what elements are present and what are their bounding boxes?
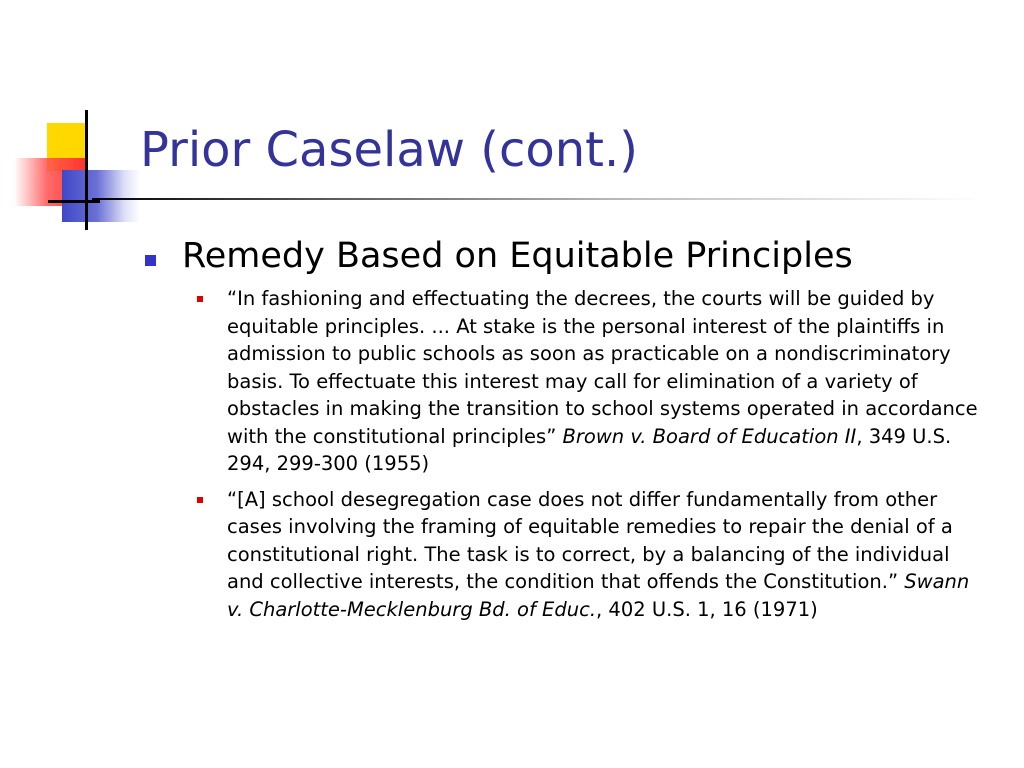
logo-vertical-line bbox=[85, 110, 88, 230]
case-name: Brown v. Board of Education II bbox=[562, 424, 857, 448]
title-underline-rule bbox=[92, 198, 982, 200]
small-square-bullet-icon bbox=[197, 497, 203, 503]
subbullet-quote: “In fashioning and effectuating the decrees, the courts will be guided by equitable principles. ... At stake is the personal interest of the plaintiffs in admission to public schools as soon as practicable on a nondiscriminatory basis. To effectuate this interest may call for elimination of a variety of obstacles in making the transition to school systems operated in accordance with the constitutional principles” bbox=[227, 287, 978, 448]
subbullet-quote: “[A] school desegregation case does not differ fundamentally from other cases involving the framing of equitable remedies to repair the denial of a constitutional right. The task is to correct, by a balancing of the individual and collective interests, the condition that offends the Constitution.” bbox=[227, 487, 953, 593]
slide-body bbox=[145, 228, 995, 623]
logo-blue-square bbox=[62, 170, 140, 222]
small-square-bullet-icon bbox=[197, 296, 203, 302]
logo-horizontal-line bbox=[48, 200, 100, 203]
bullet-level1 bbox=[145, 228, 995, 284]
slide-logo-decoration bbox=[0, 0, 150, 240]
slide-title: Prior Caselaw (cont.) bbox=[140, 122, 638, 178]
square-bullet-icon bbox=[145, 255, 156, 266]
subbullet-brown bbox=[145, 285, 987, 478]
bullet-level1-text: Remedy Based on Equitable Principles bbox=[182, 236, 853, 276]
subbullet-swann bbox=[145, 486, 987, 624]
case-citation: , 349 U.S. 294, 299-300 (1955) bbox=[227, 424, 952, 475]
case-citation: , 402 U.S. 1, 16 (1971) bbox=[596, 597, 818, 621]
case-name: Swann v. Charlotte-Mecklenburg Bd. of Educ. bbox=[227, 570, 970, 621]
